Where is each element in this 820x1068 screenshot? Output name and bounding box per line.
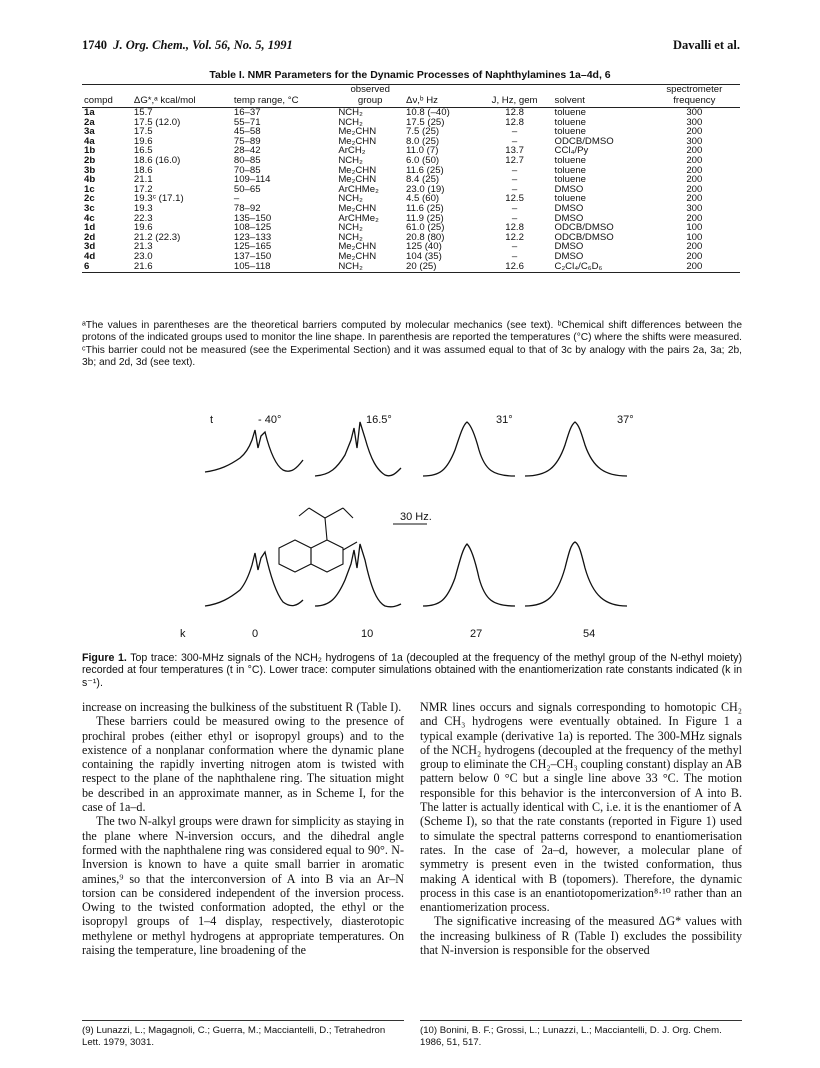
table-cell: –: [511, 183, 518, 195]
table-cell: 11.6 (25): [406, 164, 444, 176]
table-header-cell-top: [553, 85, 649, 96]
table-cell: 12.6: [477, 262, 553, 273]
temp-label-4: 37°: [617, 414, 634, 426]
table-header-cell-top: [477, 85, 553, 96]
table-cell: 200: [686, 154, 703, 166]
table-body: [82, 108, 740, 273]
table-cell: 1a: [84, 107, 95, 118]
spectrum-bottom-2: [315, 544, 401, 607]
table-cell: NCH₂: [338, 222, 363, 234]
table-cell: 3d: [84, 241, 96, 253]
table-cell: 75–89: [233, 135, 261, 147]
table-cell: 16.5: [133, 145, 153, 157]
reference-footnote-10: (10) Bonini, B. F.; Grossi, L.; Lunazzi, L.; Macciantelli, D. J. Org. Chem. 1986, 51, 517.: [420, 1020, 742, 1048]
table-cell: –: [511, 135, 518, 147]
paragraph: The significative increasing of the measured ΔG* values with the increasing bulkiness of R (Table I) excludes the possibility that N-inversion is responsible for the observed: [420, 914, 742, 958]
figure-k-label: k: [180, 628, 186, 640]
table-cell: 20 (25): [404, 262, 477, 273]
table-cell: DMSO: [554, 183, 584, 195]
figure-caption-label: Figure 1.: [82, 652, 127, 664]
spectrum-bottom-1: [205, 552, 303, 606]
running-header-authors: Davalli et al.: [672, 38, 740, 52]
table-cell: 19.6: [133, 135, 153, 147]
table-cell: 108–125: [233, 222, 272, 234]
table-cell: 2b: [84, 154, 96, 166]
table-cell: 18.6: [133, 164, 153, 176]
table-footnotes: ᵃThe values in parentheses are the theoretical barriers computed by molecular mechanics (see text). ᵇChemical shift differences between the protons of the indicated groups used to monitor the line shape. In parenthesis are reported the temperatures (°C) where the shifts were measured. ᶜThis barrier could not be measured (see the Experimental Section) and it was assumed equal to that of 3c by analogy with the pairs 2a, 3a; 2b, 3b; and 2d, 3d (see text).: [82, 320, 742, 369]
table-header-cell: group: [336, 96, 404, 108]
table-header-cell: ΔG*,ᵃ kcal/mol: [132, 96, 232, 108]
table-cell: 19.6: [133, 222, 153, 234]
table-header-row-top: [82, 85, 740, 96]
table-cell: –: [511, 241, 518, 253]
table-cell: C₂Cl₄/C₆D₆: [553, 262, 649, 273]
table-cell: NCH₂: [338, 154, 363, 166]
table-cell: –: [511, 164, 518, 176]
table-cell: 105–118: [232, 262, 336, 273]
temp-label-2: 16.5°: [366, 414, 392, 426]
table-cell: –: [511, 212, 518, 224]
table-header-cell-top: observed: [336, 85, 404, 96]
table-cell: 300: [686, 107, 703, 118]
rate-label-1: 0: [252, 628, 259, 640]
table-cell: 4b: [84, 174, 96, 186]
table-cell: NCH₂: [338, 193, 363, 205]
table-cell: ODCB/DMSO: [554, 135, 614, 147]
table-cell: 100: [686, 222, 703, 234]
figure-caption-text: Top trace: 300-MHz signals of the NCH₂ hydrogens of 1a (decoupled at the frequency of the methyl group of the N-ethyl moiety) recorded at four temperatures (t in °C). Lower trace: computer simulations obtained with the enantiomerization rate constants indicated (k in s⁻¹).: [82, 652, 742, 689]
spectrum-top-3: [423, 422, 515, 476]
table-cell: DMSO: [554, 202, 584, 214]
table-cell: 78–92: [233, 202, 261, 214]
table-cell: 28–42: [233, 145, 261, 157]
table-cell: Me₂CHN: [338, 241, 377, 253]
table-cell: 23.0 (19): [406, 183, 445, 195]
running-header-left: [82, 38, 293, 53]
table-cell: 6: [82, 262, 132, 273]
table-cell: 135–150: [233, 212, 272, 224]
table-cell: 200: [686, 145, 703, 157]
figure-caption: [82, 652, 742, 689]
table-cell: DMSO: [554, 212, 584, 224]
table-caption: Table I. NMR Parameters for the Dynamic Processes of Naphthylamines 1a–4d, 6: [209, 69, 611, 81]
table-cell: 200: [686, 212, 703, 224]
table-cell: 50–65: [233, 183, 261, 195]
table-header-cell-top: [232, 85, 336, 96]
table-cell: Me₂CHN: [338, 135, 377, 147]
table-cell: 4a: [84, 135, 95, 147]
table-cell: 200: [686, 174, 703, 186]
spectrum-top-4: [525, 422, 627, 476]
table-cell: 10.8 (–40): [406, 107, 450, 118]
table-header-row: [82, 96, 740, 108]
table-cell: 12.8: [505, 107, 524, 118]
table-cell: 2a: [84, 116, 95, 128]
table-cell: 3a: [84, 126, 95, 138]
table-cell: 137–150: [233, 250, 272, 262]
table-cell: 11.0 (7): [406, 145, 439, 157]
table-cell: 12.2: [505, 231, 524, 243]
table-cell: 1d: [84, 222, 96, 234]
nmr-spectra-figure: [195, 420, 645, 640]
table-cell: toluene: [554, 126, 587, 138]
table-cell: 12.8: [505, 222, 524, 234]
table-header-cell-top: [82, 85, 132, 96]
paragraph: NMR lines occurs and signals corresponding to homotopic CH₂ and CH₃ hydrogens were eventually obtained. In Figure 1 a typical example (derivative 1a) is reported. The 300-MHz signals of the NCH₂ hydrogens (decoupled at the frequency of the methyl group to eliminate the CH₂–CH₃ coupling constant) display an AB pattern below 0 °C but a single line above 33 °C. The motion responsible for this behavior is the interconversion of A into B. The latter is actually identical with C, i.e. it is the enantiomer of A (Scheme I), so that the rate constants (reported in Figure 1) used to simulate the spectral patterns correspond to enantiomerisation rates. In the case of 2a–d, however, a molecular plane of symmetry is present even in the twisted conformation, thus making A identical with B (topomers). Therefore, the dynamic process in this case is an enantiotopomerization⁸·¹⁰ rather than an enantiomerization process.: [420, 700, 742, 915]
table-cell: –: [511, 174, 518, 186]
table-cell: toluene: [554, 193, 587, 205]
table-cell: 300: [686, 135, 703, 147]
table-cell: 200: [686, 250, 703, 262]
table-cell: 18.6 (16.0): [133, 154, 181, 166]
table-cell: ODCB/DMSO: [554, 222, 614, 234]
table-cell: 19.3: [133, 202, 153, 214]
table-cell: 200: [686, 183, 703, 195]
table-cell: toluene: [554, 174, 587, 186]
table-cell: 109–114: [233, 174, 271, 186]
table-header-cell-top: [404, 85, 477, 96]
table-cell: 200: [686, 193, 703, 205]
table-cell: 12.5: [505, 193, 524, 205]
table-header-cell: solvent: [553, 96, 649, 108]
table-header-cell: compd: [82, 96, 132, 108]
table-cell: 7.5 (25): [406, 126, 440, 138]
spectrum-bottom-3: [423, 544, 515, 606]
rate-label-4: 54: [583, 628, 596, 640]
table-cell: ArCHMe₂: [338, 183, 379, 195]
table-header-cell: frequency: [649, 96, 740, 108]
temp-label-3: 31°: [496, 414, 513, 426]
table-cell: toluene: [554, 154, 587, 166]
table-cell: ArCH₂: [338, 145, 366, 157]
table-cell: 4.5 (60): [406, 193, 440, 205]
table-cell: 2d: [84, 231, 96, 243]
table-cell: 21.6: [132, 262, 232, 273]
table-cell: DMSO: [554, 241, 584, 253]
table-row: [82, 262, 740, 273]
table-cell: ArCHMe₂: [338, 212, 379, 224]
table-cell: 15.7: [133, 107, 153, 118]
table-cell: 100: [686, 231, 703, 243]
naphthylamine-structure: [279, 508, 357, 572]
table-cell: 20.8 (80): [406, 231, 445, 243]
table-header-cell: J, Hz, gem: [477, 96, 553, 108]
table-cell: 125–165: [233, 241, 272, 253]
spectrum-top-2: [315, 422, 401, 476]
table-cell: toluene: [554, 116, 587, 128]
table-cell: 6.0 (50): [406, 154, 440, 166]
table-cell: 4d: [84, 250, 96, 262]
paragraph: The two N-alkyl groups were drawn for simplicity as staying in the plane where N-inversion occurs, and the dihedral angle formed with the naphthalene ring was considered equal to 90°. N-Inversion is known to have a quite small barrier in aromatic amines,⁹ so that the interconversion of A into B via an Ar–N torsion can be considered independent of the inversion process. Owing to the twisted conformation adopted, the ethyl or the isopropyl groups of 1–4 display, respectively, diasterotopic methylene or methyl hydrogens at appropriate temperatures. On raising the temperature, line broadening of the: [82, 814, 404, 958]
table-cell: 80–85: [233, 154, 261, 166]
table-cell: 17.5 (25): [406, 116, 445, 128]
page-number: 1740: [82, 38, 107, 52]
table-cell: 22.3: [133, 212, 153, 224]
table-cell: –: [511, 250, 518, 262]
table-cell: 1b: [84, 145, 96, 157]
table-cell: 8.0 (25): [406, 135, 440, 147]
paragraph: These barriers could be measured owing to the presence of prochiral probes (either ethyl or isopropyl groups) and to the existence of a nonplanar conformation where the dynamic plane containing the rapidly inverting nitrogen atom is twisted with respect to the plane of the naphthalene ring. The situation might be described in an approximate manner, as in Scheme I, for the case of 1a–d.: [82, 714, 404, 815]
table-cell: NCH₂: [336, 262, 404, 273]
table-cell: 11.6 (25): [406, 202, 444, 214]
table-header-cell: temp range, °C: [232, 96, 336, 108]
body-column-left: [82, 700, 404, 957]
table-cell: –: [511, 126, 518, 138]
table-cell: 70–85: [233, 164, 261, 176]
table-cell: 123–133: [233, 231, 272, 243]
table-cell: 300: [686, 116, 703, 128]
table-cell: 3b: [84, 164, 96, 176]
table-cell: 200: [686, 164, 703, 176]
table-cell: 1c: [84, 183, 95, 195]
table-cell: 16–37: [233, 107, 261, 118]
table-cell: 21.2 (22.3): [133, 231, 181, 243]
table-cell: Me₂CHN: [338, 174, 377, 186]
table-cell: Me₂CHN: [338, 126, 377, 138]
table-cell: 17.5: [133, 126, 153, 138]
table-cell: 23.0: [133, 250, 153, 262]
table-cell: NCH₂: [338, 231, 363, 243]
table-cell: 17.5 (12.0): [133, 116, 181, 128]
table-cell: toluene: [554, 164, 587, 176]
table-cell: 2c: [84, 193, 95, 205]
table-cell: NCH₂: [338, 107, 363, 118]
table-cell: 200: [686, 126, 703, 138]
table-cell: Me₂CHN: [338, 250, 377, 262]
body-column-right: [420, 700, 742, 957]
table-cell: 12.8: [505, 116, 524, 128]
table-cell: –: [233, 193, 240, 205]
table-cell: Me₂CHN: [338, 164, 377, 176]
temp-label-1: - 40°: [258, 414, 282, 426]
rate-label-3: 27: [470, 628, 483, 640]
table-cell: 12.7: [505, 154, 524, 166]
spectrum-bottom-4: [525, 542, 627, 606]
table-cell: Me₂CHN: [338, 202, 377, 214]
table-header-cell-top: spectrometer: [649, 85, 740, 96]
reference-footnote-9: (9) Lunazzi, L.; Magagnoli, C.; Guerra, M.; Macciantelli, D.; Tetrahedron Lett. 1979, 3031.: [82, 1020, 404, 1048]
table-cell: 55–71: [233, 116, 261, 128]
journal-citation: J. Org. Chem., Vol. 56, No. 5, 1991: [113, 38, 293, 52]
table-cell: 125 (40): [406, 241, 442, 253]
table-cell: CCl₄/Py: [554, 145, 589, 157]
paragraph: increase on increasing the bulkiness of the substituent R (Table I).: [82, 700, 402, 714]
table-cell: DMSO: [554, 250, 584, 262]
table-cell: 19.3ᶜ (17.1): [133, 193, 184, 205]
table-cell: 300: [686, 202, 703, 214]
table-header-cell: Δν,ᵇ Hz: [404, 96, 477, 108]
figure-t-label: t: [210, 414, 214, 426]
table-cell: 61.0 (25): [406, 222, 445, 234]
table-cell: ODCB/DMSO: [554, 231, 614, 243]
table-header-cell-top: [132, 85, 232, 96]
table-cell: 13.7: [505, 145, 524, 157]
scale-label: 30 Hz.: [400, 511, 432, 523]
table-cell: 17.2: [133, 183, 153, 195]
rate-label-2: 10: [361, 628, 374, 640]
table-cell: 11.9 (25): [406, 212, 444, 224]
table-cell: 3c: [84, 202, 95, 214]
table-cell: toluene: [554, 107, 587, 118]
spectrum-top-1: [205, 430, 303, 472]
table-cell: 200: [686, 241, 703, 253]
table-cell: 200: [649, 262, 740, 273]
table-cell: 8.4 (25): [406, 174, 440, 186]
table-cell: 45–58: [233, 126, 261, 138]
table-cell: 4c: [84, 212, 95, 224]
table-cell: NCH₂: [338, 116, 363, 128]
table-cell: 104 (35): [406, 250, 442, 262]
table-cell: 21.1: [133, 174, 153, 186]
nmr-parameters-table: [82, 84, 740, 273]
table-cell: 21.3: [133, 241, 153, 253]
table-cell: –: [511, 202, 518, 214]
